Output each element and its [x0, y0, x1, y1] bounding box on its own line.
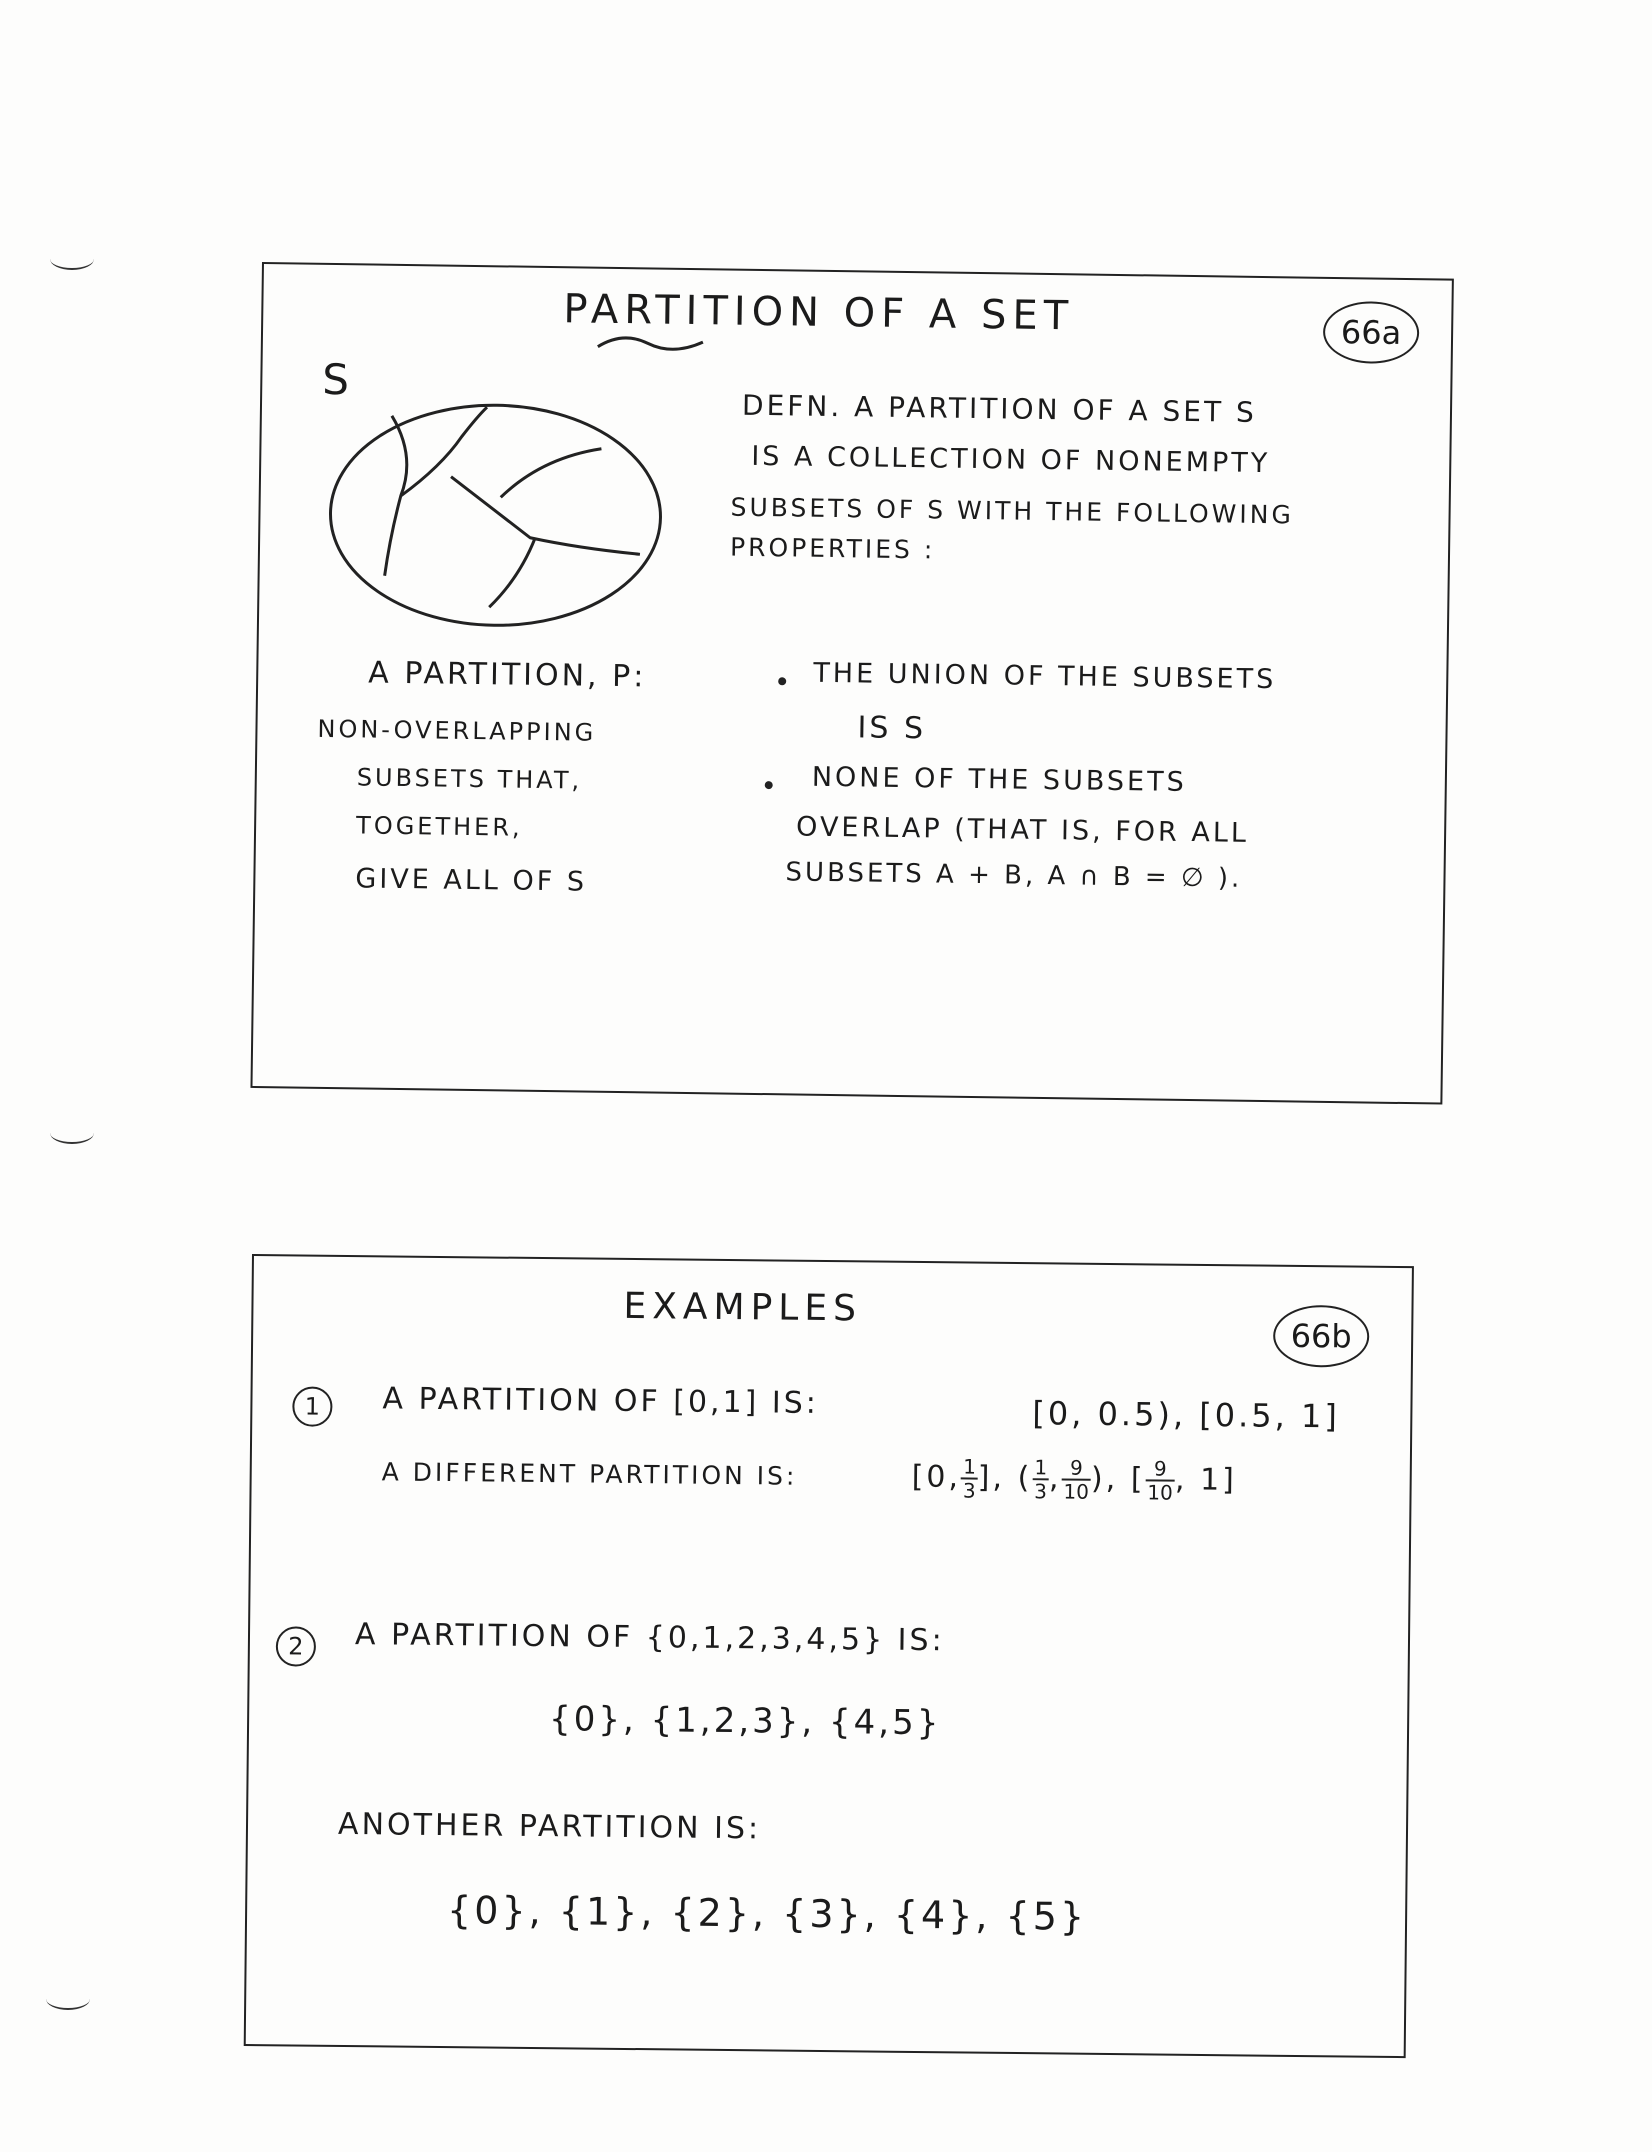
side-note-line: TOGETHER,	[355, 811, 523, 842]
bullet-1-line: THE UNION OF THE SUBSETS	[813, 657, 1277, 696]
margin-mark	[50, 1122, 94, 1144]
partition-line	[489, 537, 535, 608]
example-2-number: 2	[276, 1626, 316, 1666]
diagram-caption: A PARTITION, P:	[368, 655, 647, 695]
set-label: S	[322, 354, 353, 405]
bullet-2-line: NONE OF THE SUBSETS	[811, 761, 1187, 798]
partition-line	[385, 416, 408, 576]
margin-mark	[46, 1988, 90, 2010]
bullet-dot	[778, 677, 786, 685]
definition-line: DEFN. A PARTITION OF A SET S	[741, 388, 1258, 429]
example-1-alt-answer: [0, $\frac{1}{3}$ ], ( $\frac{1}{3}$ , $\frac{9}{10}$ ), [ $\frac{9}{10}$ , 1]	[911, 1454, 1238, 1505]
example-1-alt-label: A DIFFERENT PARTITION IS:	[381, 1457, 798, 1491]
partition-line	[450, 477, 641, 555]
set-outline	[329, 403, 662, 628]
example-1-answer: [0, 0.5), [0.5, 1]	[1032, 1394, 1341, 1436]
fraction-one-third: $\frac{1}{3}$	[1034, 1455, 1048, 1504]
fraction-nine-tenths: $\frac{9}{10}$	[1145, 1457, 1175, 1503]
side-note-line: GIVE ALL OF S	[355, 863, 588, 898]
margin-mark	[50, 248, 94, 270]
card-partition-definition	[250, 262, 1453, 1105]
fraction-one-third: $\frac{1}{3}$	[962, 1454, 977, 1503]
example-2-alt-answer: {0}, {1}, {2}, {3}, {4}, {5}	[446, 1888, 1088, 1939]
side-note-line: NON-OVERLAPPING	[317, 714, 597, 747]
card-b-title: EXAMPLES	[623, 1285, 863, 1330]
example-2-alt-label: ANOTHER PARTITION IS:	[337, 1806, 762, 1847]
interval-open: (	[1017, 1460, 1033, 1496]
partition-line	[501, 447, 602, 498]
bullet-1-line: IS S	[857, 710, 927, 747]
partition-diagram	[319, 395, 682, 640]
definition-line: IS A COLLECTION OF NONEMPTY	[751, 440, 1271, 480]
page-tag-66b: 66b	[1273, 1305, 1370, 1368]
side-note-line: SUBSETS THAT,	[356, 763, 583, 795]
example-2-answer: {0}, {1,2,3}, {4,5}	[548, 1699, 942, 1744]
page-tag-66a: 66a	[1323, 301, 1420, 364]
interval-open: [	[1130, 1461, 1146, 1497]
example-2-line: A PARTITION OF {0,1,2,3,4,5} IS:	[354, 1617, 945, 1659]
card-examples	[244, 1254, 1414, 2058]
bullet-dot	[765, 781, 773, 789]
card-a-title: PARTITION OF A SET	[563, 286, 1075, 340]
definition-line: SUBSETS OF S WITH THE FOLLOWING	[730, 492, 1295, 530]
interval-close: ),	[1090, 1461, 1119, 1497]
fraction-nine-tenths: $\frac{9}{10}$	[1061, 1456, 1091, 1502]
title-squiggle	[593, 329, 713, 361]
example-1-number: 1	[292, 1386, 332, 1426]
bullet-2-line: OVERLAP (THAT IS, FOR ALL	[795, 811, 1250, 849]
interval-close: , 1]	[1174, 1462, 1238, 1498]
bullet-2-line: SUBSETS A + B, A ∩ B = ∅ ).	[785, 857, 1243, 894]
definition-line: PROPERTIES :	[729, 532, 936, 565]
interval-open: [0,	[911, 1459, 962, 1495]
example-1-line: A PARTITION OF [0,1] IS:	[382, 1381, 820, 1421]
interval-close: ],	[977, 1460, 1006, 1496]
